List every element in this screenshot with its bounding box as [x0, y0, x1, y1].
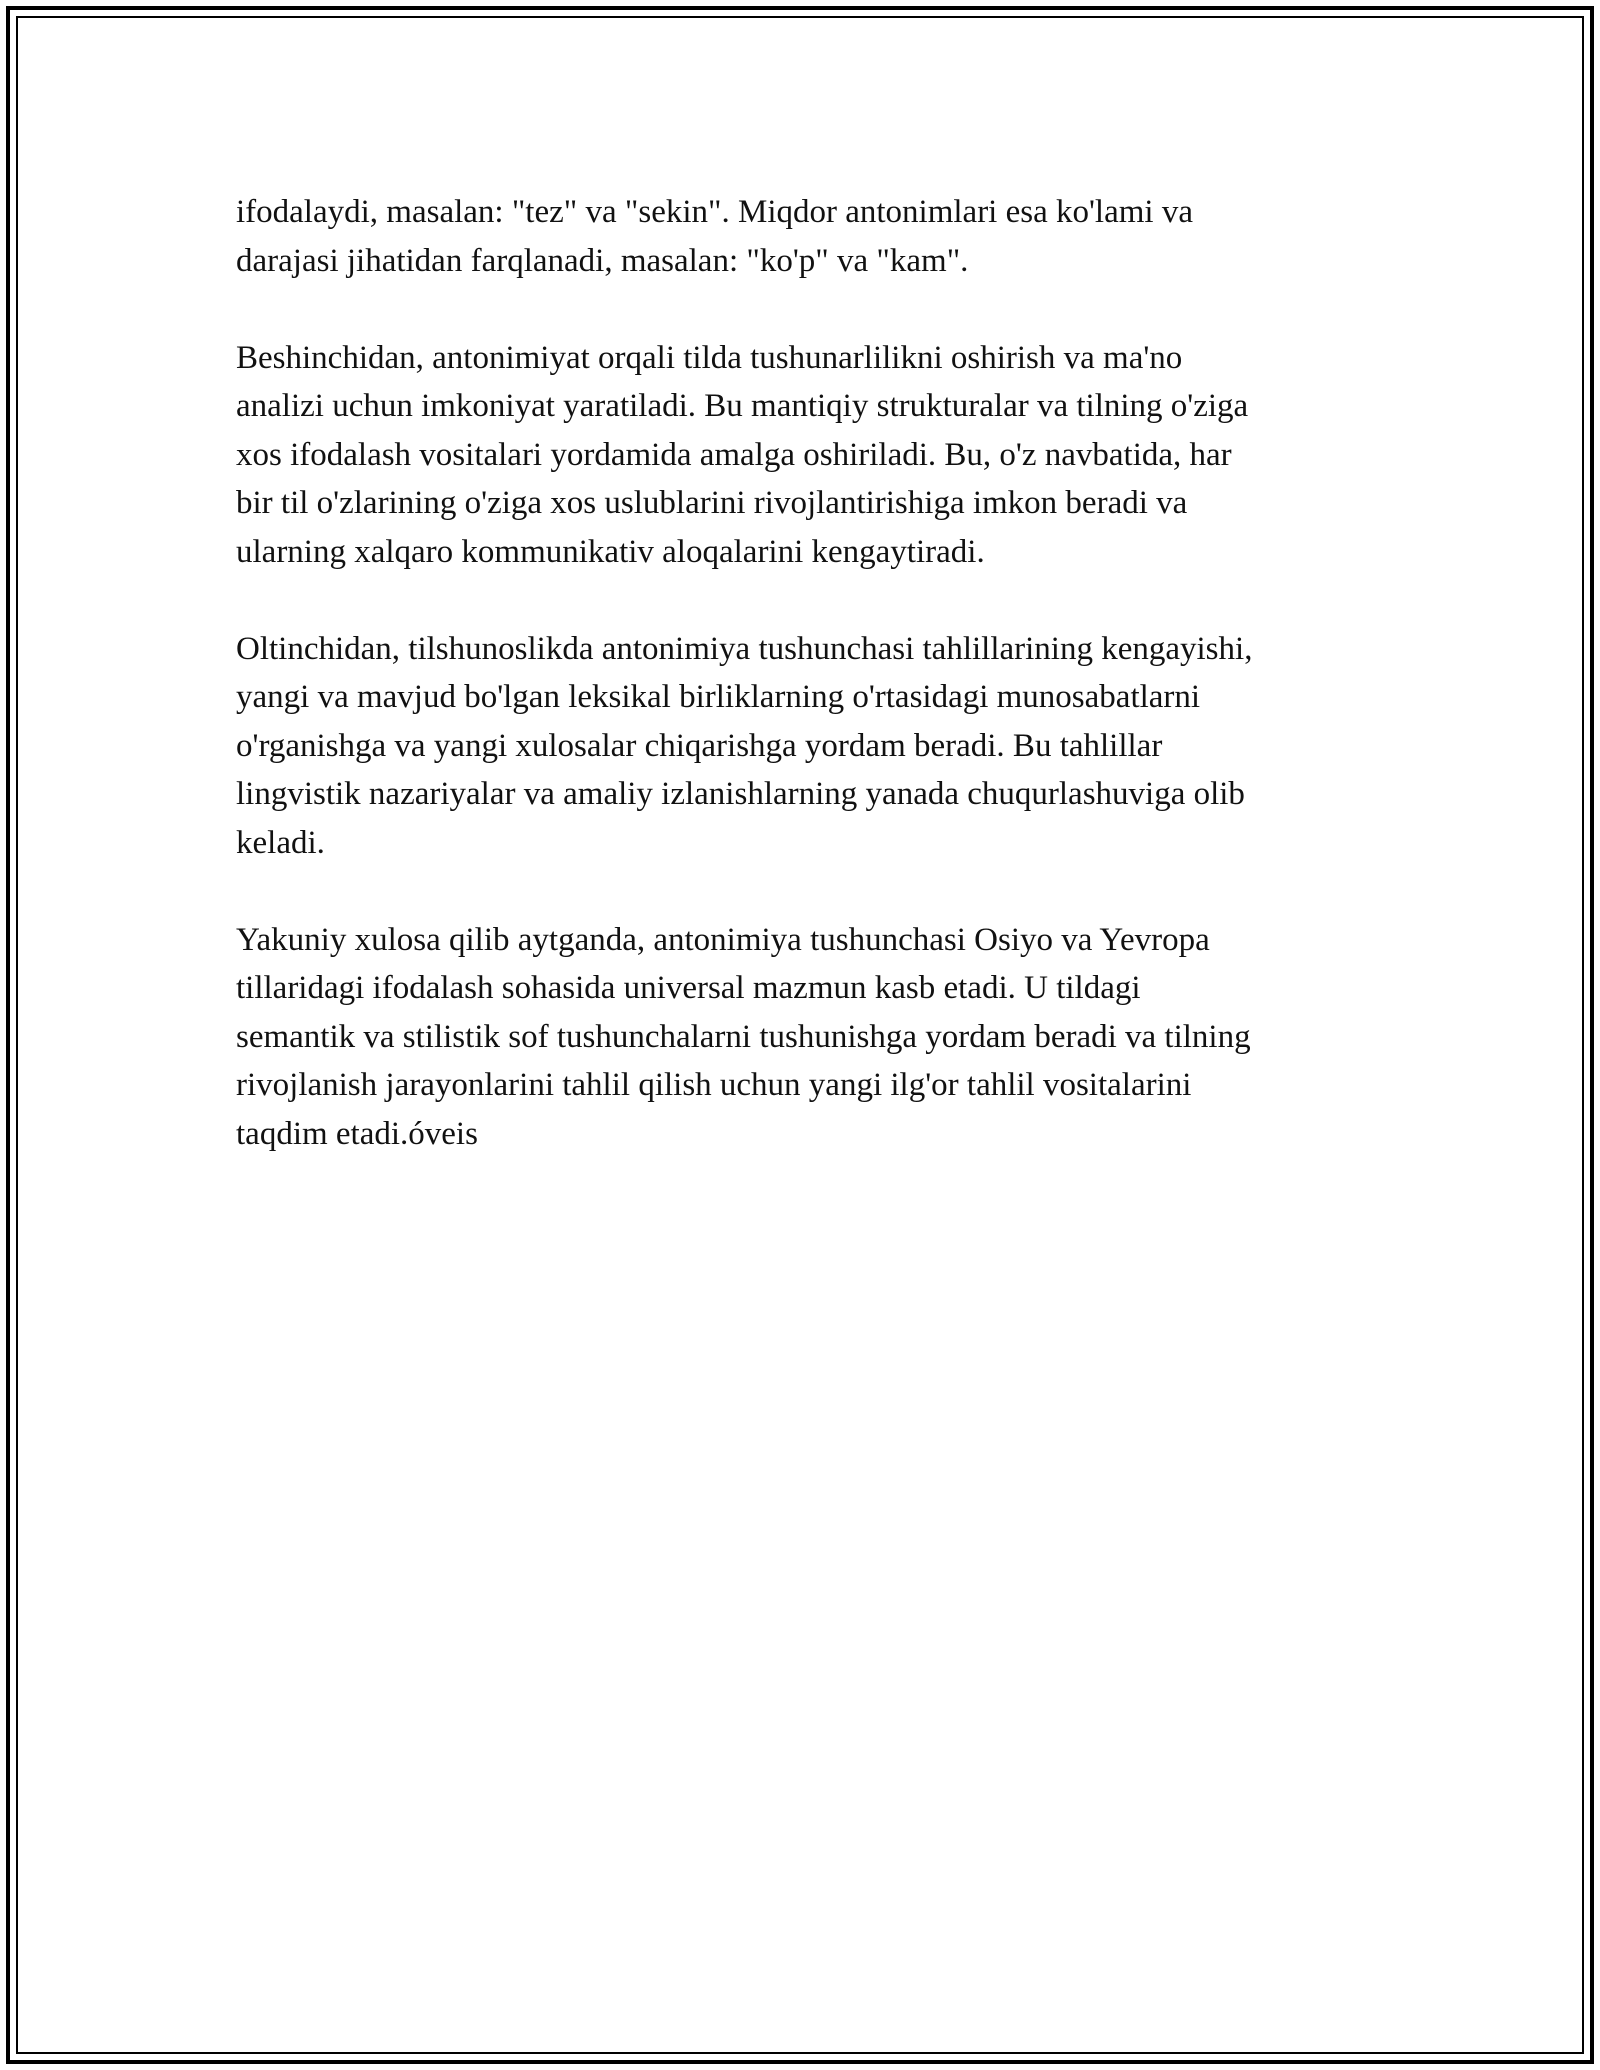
- paragraph-sixth-point: Oltinchidan, tilshunoslikda antonimiya tushunchasi tahlillarining kengayishi, yangi va mavjud bo'lgan leksikal birliklarning o'rtasidagi munosabatlarni o'rganishga va yangi xulosalar chiqarishga yordam beradi. Bu tahlillar lingvistik nazariyalar va amaliy izlanishlarning yanada chuqurlashuviga olib keladi.: [236, 630, 1253, 861]
- paragraph-continuation: ifodalaydi, masalan: "tez" va "sekin". Miqdor antonimlari esa ko'lami va darajasi jihatidan farqlanadi, masalan: "ko'p" va "kam".: [236, 194, 1193, 279]
- paragraph-fifth-point: Beshinchidan, antonimiyat orqali tilda tushunarlilikni oshirish va ma'no analizi uchun imkoniyat yaratiladi. Bu mantiqiy strukturalar va tilning o'ziga xos ifodalash vositalari yordamida amalga oshiriladi. Bu, o'z navbatida, har bir til o'zlarining o'ziga xos uslublarini rivojlantirishiga imkon beradi va ularning xalqaro kommunikativ aloqalarini kengaytiradi.: [236, 339, 1249, 570]
- document-body: [236, 188, 1416, 1207]
- paragraph-conclusion: Yakuniy xulosa qilib aytganda, antonimiya tushunchasi Osiyo va Yevropa tillaridagi ifodalash sohasida universal mazmun kasb etadi. U tildagi semantik va stilistik sof tushunchalarni tushunishga yordam beradi va tilning rivojlanish jarayonlarini tahlil qilish uchun yangi ilg'or tahlil vositalarini taqdim etadi.óveis: [236, 921, 1251, 1152]
